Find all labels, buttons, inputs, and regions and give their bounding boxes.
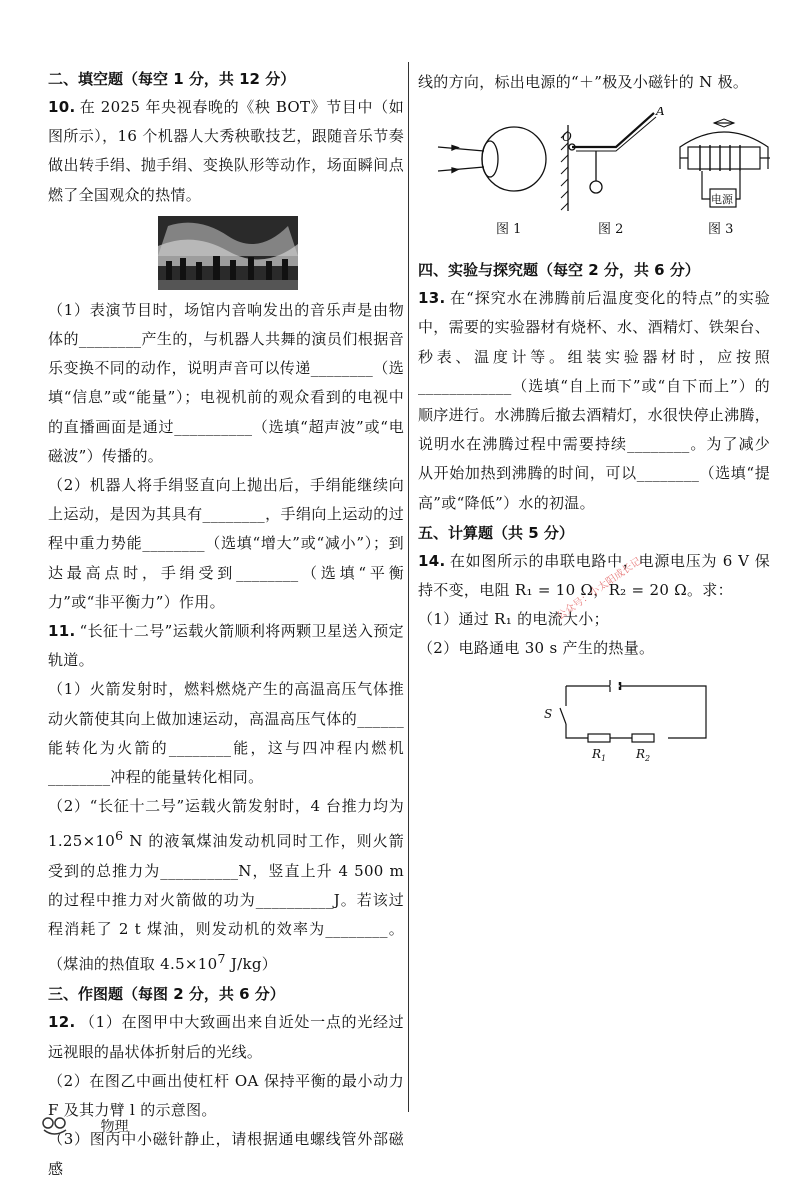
- q11-part2-b: N 的液氧煤油发动机同时工作，则火箭受到的总推力为__________N，竖直上升 4 500 m 的过程中推力对火箭做的功为__________J。若该过程消耗了 2 t 煤油，则发动机的效率为________。（煤油的热值取 4.5×10: [48, 832, 404, 974]
- q11-part1: （1）火箭发射时，燃料燃烧产生的高温高压气体推动火箭使其向上做加速运动，高温高压气体的______能转化为火箭的________能，这与四冲程内燃机________冲程的能量转化相同。: [48, 680, 404, 787]
- figure-2-caption: 图 2: [598, 222, 624, 238]
- q14-part2: （2）电路通电 30 s 产生的热量。: [418, 639, 655, 658]
- r1-label: $R_1$: [592, 746, 607, 763]
- q13: [418, 284, 770, 518]
- q13-text: 在“探究水在沸腾前后温度变化的特点”的实验中，需要的实验器材有烧杯、水、酒精灯、铁架台、秒表、温度计等。组装实验器材时，应按照____________（选填“自上而下”或“自下而上”）的顺序进行。水沸腾后撤去酒精灯，水很快停止沸腾，说明水在沸腾过程中需要持续________。为了减少从开始加热到沸腾的时间，可以________（选填“提高”或“降低”）水的初温。: [418, 289, 770, 512]
- point-a-label: A: [656, 107, 665, 119]
- q11-part2-a: （2）“长征十二号”运载火箭发射时，4 台推力均为 1.25×10: [48, 797, 404, 851]
- q10-stem-text: 在 2025 年央视春晚的《秧 BOT》节目中（如图所示），16 个机器人大秀秧歌技艺，跟随音乐节奏做出转手绢、抛手绢、变换队形等动作，场面瞬间点燃了全国观众的热情。: [48, 98, 404, 204]
- figure-3-solenoid: [680, 119, 770, 207]
- section-4-heading: 四、实验与探究题（每空 2 分，共 6 分）: [418, 261, 700, 280]
- q13-number: 13.: [418, 289, 446, 308]
- section-3-heading: 三、作图题（每图 2 分，共 6 分）: [48, 985, 285, 1004]
- q12-part3: （3）图丙中小磁针静止，请根据通电螺线管外部磁感: [48, 1130, 404, 1178]
- figure-2-lever: [561, 107, 665, 211]
- q12-part1: [48, 1008, 404, 1066]
- photo-illustration: [158, 216, 298, 290]
- r2-label: $R_2$: [636, 746, 651, 763]
- q14-stem-text: 在如图所示的串联电路中，电源电压为 6 V 保持不变，电阻 R₁ = 10 Ω，R₂ = 20 Ω。求：: [418, 551, 770, 600]
- q12-continued: 线的方向，标出电源的“＋”极及小磁针的 N 极。: [418, 73, 749, 91]
- page-footer: [40, 1116, 128, 1138]
- column-divider: [408, 62, 409, 1112]
- q10-number: 10.: [48, 98, 76, 116]
- robot-dance-photo: [158, 216, 298, 290]
- q11-stem: [48, 617, 404, 675]
- mascot-icon: [40, 1116, 70, 1138]
- q10-stem: [48, 93, 404, 210]
- switch-label: S: [544, 706, 553, 721]
- q12-part1-text: （1）在图甲中大致画出来自近处一点的光经过远视眼的晶状体折射后的光线。: [48, 1013, 404, 1061]
- q12-number: 12.: [48, 1013, 76, 1032]
- watermark: 公众号：小太阳成长记: [555, 555, 644, 623]
- q10-part1: （1）表演节目时，场馆内音响发出的音乐声是由物体的________产生的，与机器人共舞的演员们根据音乐变换不同的动作，说明声音可以传递________（选填“信息”或“能量”）；电视机前的观众看到的电视中的直播画面是通过__________（选填“超声波”或“电磁波”）传播的。: [48, 300, 404, 465]
- q11-exp-6: 6: [115, 828, 124, 844]
- right-column: [418, 68, 770, 772]
- point-o-label: O: [562, 130, 572, 145]
- power-source-label: 电源: [711, 193, 733, 207]
- q11-part2-c: J/kg）: [225, 955, 278, 974]
- q11-stem-text: “长征十二号”运载火箭顺利将两颗卫星送入预定轨道。: [48, 622, 404, 670]
- q14-number: 14.: [418, 551, 446, 570]
- q14-circuit-diagram: [418, 672, 770, 768]
- q12-part2: （2）在图乙中画出使杠杆 OA 保持平衡的最小动力 F 及其力臂 l 的示意图。: [48, 1071, 404, 1120]
- q12-figures: [418, 107, 770, 257]
- figure-1-caption: 图 1: [496, 222, 522, 238]
- q11-part2: [48, 792, 404, 979]
- subject-label: 物理: [100, 1119, 129, 1135]
- q10-part2: （2）机器人将手绢竖直向上抛出后，手绢能继续向上运动，是因为其具有________，手绢向上运动的过程中重力势能________（选填“增大”或“减小”）；到达最高点时，手绢受到________（选填“平衡力”或“非平衡力”）作用。: [48, 476, 404, 611]
- q11-number: 11.: [48, 622, 76, 641]
- q11-exp-7: 7: [217, 951, 226, 967]
- figure-1-eye: [438, 127, 546, 191]
- q14-part1: （1）通过 R₁ 的电流大小；: [418, 610, 609, 629]
- figure-3-caption: 图 3: [708, 222, 734, 238]
- section-2-heading: 二、填空题（每空 1 分，共 12 分）: [48, 70, 296, 88]
- section-5-heading: 五、计算题（共 5 分）: [418, 523, 574, 542]
- left-column: [48, 64, 404, 1184]
